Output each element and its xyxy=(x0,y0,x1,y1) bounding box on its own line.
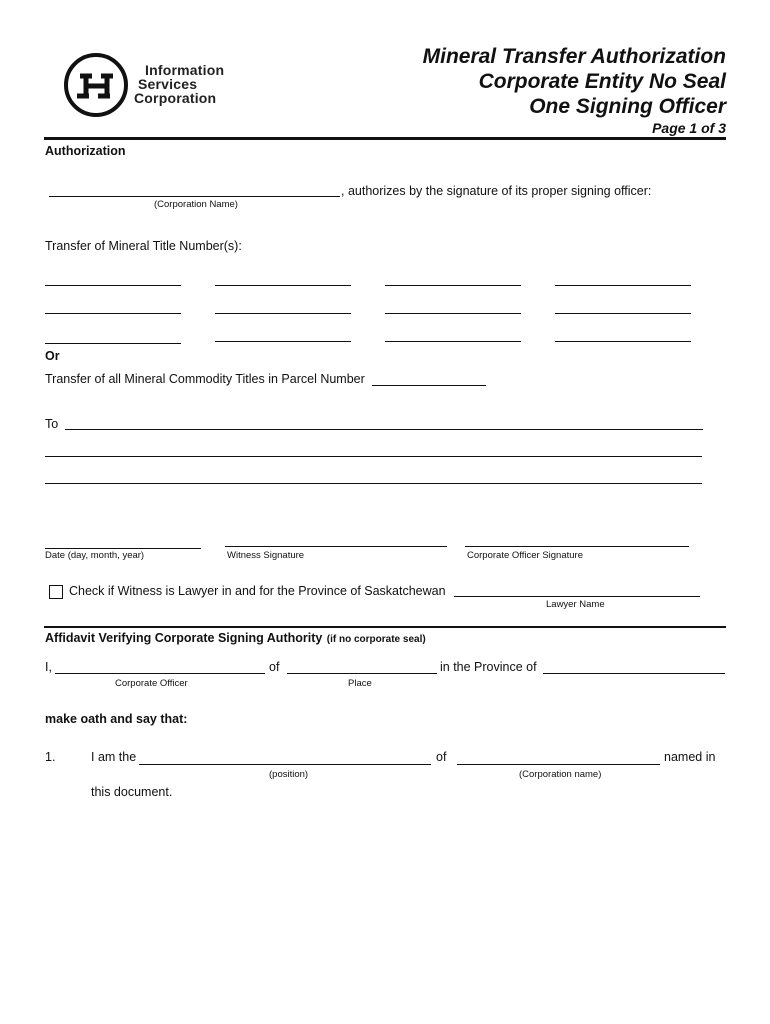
title-line-1: Mineral Transfer Authorization xyxy=(422,45,726,68)
officer-signature-label: Corporate Officer Signature xyxy=(467,550,583,561)
parcel-number-field[interactable] xyxy=(372,385,486,386)
title-line-3: One Signing Officer xyxy=(529,95,726,118)
witness-signature-field[interactable] xyxy=(225,546,447,547)
province-field[interactable] xyxy=(543,673,725,674)
title-number-field[interactable] xyxy=(555,313,691,314)
corporate-officer-label: Corporate Officer xyxy=(115,678,188,689)
transfer-titles-label: Transfer of Mineral Title Number(s): xyxy=(45,239,242,253)
of-label-2: of xyxy=(436,750,447,764)
header-rule xyxy=(44,137,726,140)
transfer-all-label: Transfer of all Mineral Commodity Titles in Parcel Number xyxy=(45,372,365,386)
title-number-field[interactable] xyxy=(45,313,181,314)
isc-emblem-icon xyxy=(63,52,129,118)
or-label: Or xyxy=(45,349,60,363)
officer-signature-field[interactable] xyxy=(465,546,689,547)
i-am-label: I am the xyxy=(91,750,137,764)
province-label: in the Province of xyxy=(440,660,537,674)
title-number-field[interactable] xyxy=(555,285,691,286)
authorization-heading: Authorization xyxy=(45,144,126,158)
lawyer-check-label: Check if Witness is Lawyer in and for the Province of Saskatchewan xyxy=(69,584,446,598)
lawyer-checkbox[interactable] xyxy=(49,585,63,599)
i-label: I, xyxy=(45,660,52,674)
title-number-field[interactable] xyxy=(215,313,351,314)
corporate-officer-field[interactable] xyxy=(55,673,265,674)
title-number-field[interactable] xyxy=(45,343,181,344)
affidavit-heading: Affidavit Verifying Corporate Signing Authority xyxy=(45,631,323,645)
lawyer-name-label: Lawyer Name xyxy=(546,599,605,610)
to-field-line-2[interactable] xyxy=(45,456,702,457)
this-document-label: this document. xyxy=(91,785,173,799)
to-field[interactable] xyxy=(65,429,703,430)
affidavit-heading-note: (if no corporate seal) xyxy=(326,634,426,645)
position-field[interactable] xyxy=(139,764,431,765)
date-field[interactable] xyxy=(45,548,201,549)
of-label: of xyxy=(269,660,280,674)
title-number-field[interactable] xyxy=(215,285,351,286)
corporation-name-field-2[interactable] xyxy=(457,764,660,765)
affidavit-rule xyxy=(44,626,726,628)
place-label: Place xyxy=(348,678,372,689)
title-number-field[interactable] xyxy=(215,341,351,342)
to-label: To xyxy=(45,417,59,431)
page-number: Page 1 of 3 xyxy=(652,120,726,136)
title-number-field[interactable] xyxy=(385,341,521,342)
title-number-field[interactable] xyxy=(45,285,181,286)
affidavit-heading-group xyxy=(45,629,426,647)
corporation-name-label: (Corporation Name) xyxy=(154,199,238,210)
corporation-name-field[interactable] xyxy=(49,196,340,197)
place-field[interactable] xyxy=(287,673,437,674)
witness-signature-label: Witness Signature xyxy=(227,550,305,561)
lawyer-name-field[interactable] xyxy=(454,596,700,597)
logo-text-1: Information xyxy=(145,62,225,78)
title-number-field[interactable] xyxy=(385,313,521,314)
corporation-name-label-2: (Corporation name) xyxy=(519,769,602,780)
logo-text-2: Services xyxy=(138,76,198,92)
title-line-2: Corporate Entity No Seal xyxy=(478,70,726,93)
title-number-field[interactable] xyxy=(555,341,691,342)
position-label: (position) xyxy=(269,769,309,780)
logo-text-3: Corporation xyxy=(134,90,217,106)
date-label: Date (day, month, year) xyxy=(45,550,145,561)
title-number-field[interactable] xyxy=(385,285,521,286)
named-in-label: named in xyxy=(664,750,716,764)
to-field-line-3[interactable] xyxy=(45,483,702,484)
authorizes-text: , authorizes by the signature of its proper signing officer: xyxy=(341,184,652,198)
item-number: 1. xyxy=(45,750,56,764)
oath-label: make oath and say that: xyxy=(45,712,188,726)
